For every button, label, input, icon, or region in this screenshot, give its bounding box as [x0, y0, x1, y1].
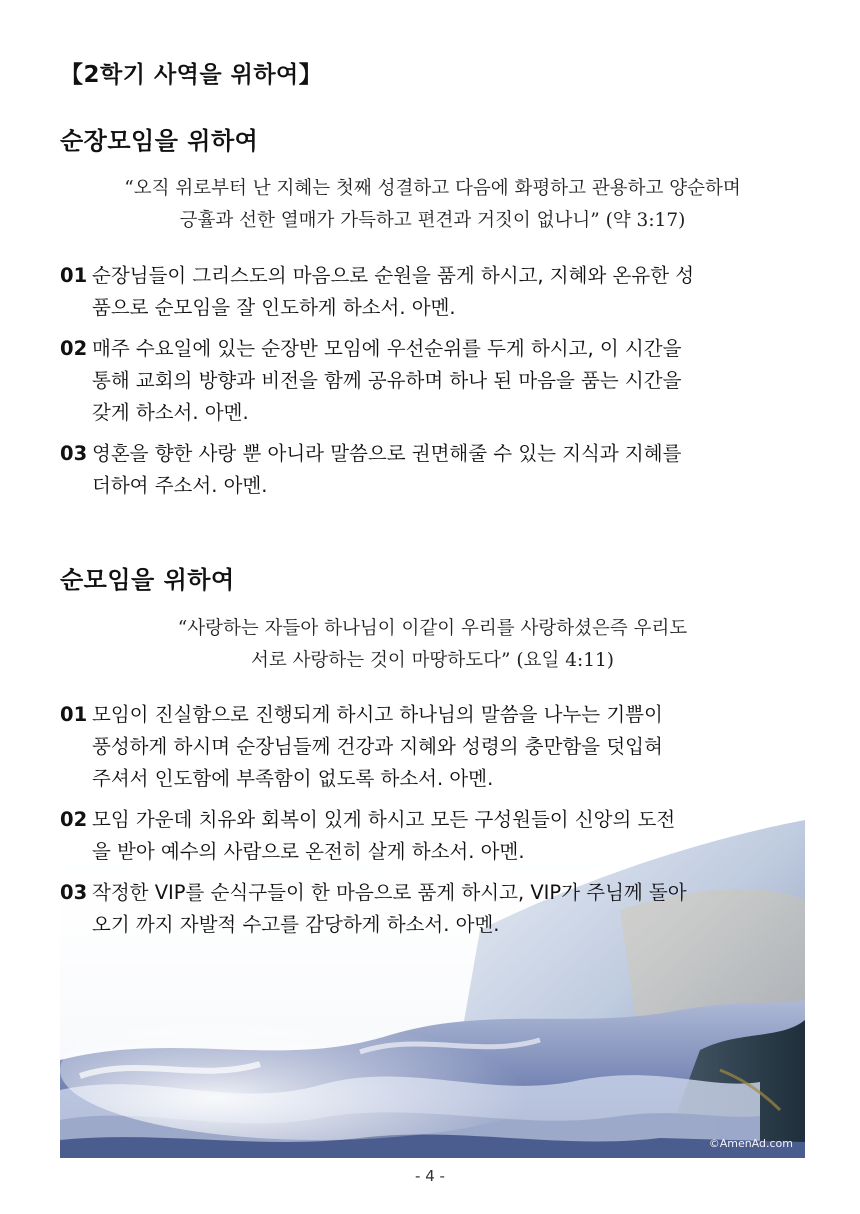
art-credit: ©AmenAd.com	[708, 1137, 793, 1150]
item-line: 더하여 주소서. 아멘.	[92, 474, 268, 497]
prayer-item	[60, 438, 805, 502]
item-line: 모임 가운데 치유와 회복이 있게 하시고 모든 구성원들이 신앙의 도전	[92, 808, 676, 831]
item-line: 통해 교회의 방향과 비전을 함께 공유하며 하나 된 마음을 품는 시간을	[92, 369, 682, 392]
item-line: 을 받아 예수의 사람으로 온전히 살게 하소서. 아멘.	[92, 840, 525, 863]
item-line: 작정한 VIP를 순식구들이 한 마음으로 품게 하시고, VIP가 주님께 돌아	[92, 881, 687, 904]
page-title: 【2학기 사역을 위하여】	[60, 62, 323, 88]
item-line: 갖게 하소서. 아멘.	[92, 401, 249, 424]
item-line: 영혼을 향한 사랑 뿐 아니라 말씀으로 권면해줄 수 있는 지식과 지혜를	[92, 442, 682, 465]
item-number: 02	[60, 808, 88, 831]
prayer-item	[60, 804, 805, 868]
scripture-verse-james	[60, 173, 805, 237]
item-line: 순장님들이 그리스도의 마음으로 순원을 품게 하시고, 지혜와 온유한 성	[92, 264, 695, 287]
item-line: 매주 수요일에 있는 순장반 모임에 우선순위를 두게 하시고, 이 시간을	[92, 337, 682, 360]
item-number: 01	[60, 264, 88, 287]
prayer-list-leaders	[60, 260, 805, 511]
prayer-item	[60, 333, 805, 429]
prayer-item	[60, 260, 805, 324]
prayer-item	[60, 699, 805, 795]
item-number: 03	[60, 881, 88, 904]
item-line: 모임이 진실함으로 진행되게 하시고 하나님의 말씀을 나누는 기쁨이	[92, 703, 663, 726]
verse-line: 서로 사랑하는 것이 마땅하도다” (요일 4:11)	[251, 650, 614, 671]
prayer-list-small-groups	[60, 699, 805, 950]
verse-line: “사랑하는 자들아 하나님이 이같이 우리를 사랑하셨은즉 우리도	[177, 618, 688, 639]
item-line: 오기 까지 자발적 수고를 감당하게 하소서. 아멘.	[92, 913, 500, 936]
item-number: 01	[60, 703, 88, 726]
verse-line: “오직 위로부터 난 지혜는 첫째 성결하고 다음에 화평하고 관용하고 양순하며	[124, 178, 741, 199]
prayer-item	[60, 877, 805, 941]
verse-line: 긍휼과 선한 열매가 가득하고 편견과 거짓이 없나니” (약 3:17)	[179, 210, 686, 231]
section-title-leaders: 순장모임을 위하여	[60, 127, 259, 155]
item-line: 풍성하게 하시며 순장님들께 건강과 지혜와 성령의 충만함을 덧입혀	[92, 735, 663, 758]
item-number: 03	[60, 442, 88, 465]
scripture-verse-1john	[60, 613, 805, 677]
page-number: - 4 -	[415, 1167, 445, 1185]
item-line: 주셔서 인도함에 부족함이 없도록 하소서. 아멘.	[92, 767, 494, 790]
section-title-small-groups: 순모임을 위하여	[60, 566, 235, 594]
item-line: 품으로 순모임을 잘 인도하게 하소서. 아멘.	[92, 296, 456, 319]
item-number: 02	[60, 337, 88, 360]
